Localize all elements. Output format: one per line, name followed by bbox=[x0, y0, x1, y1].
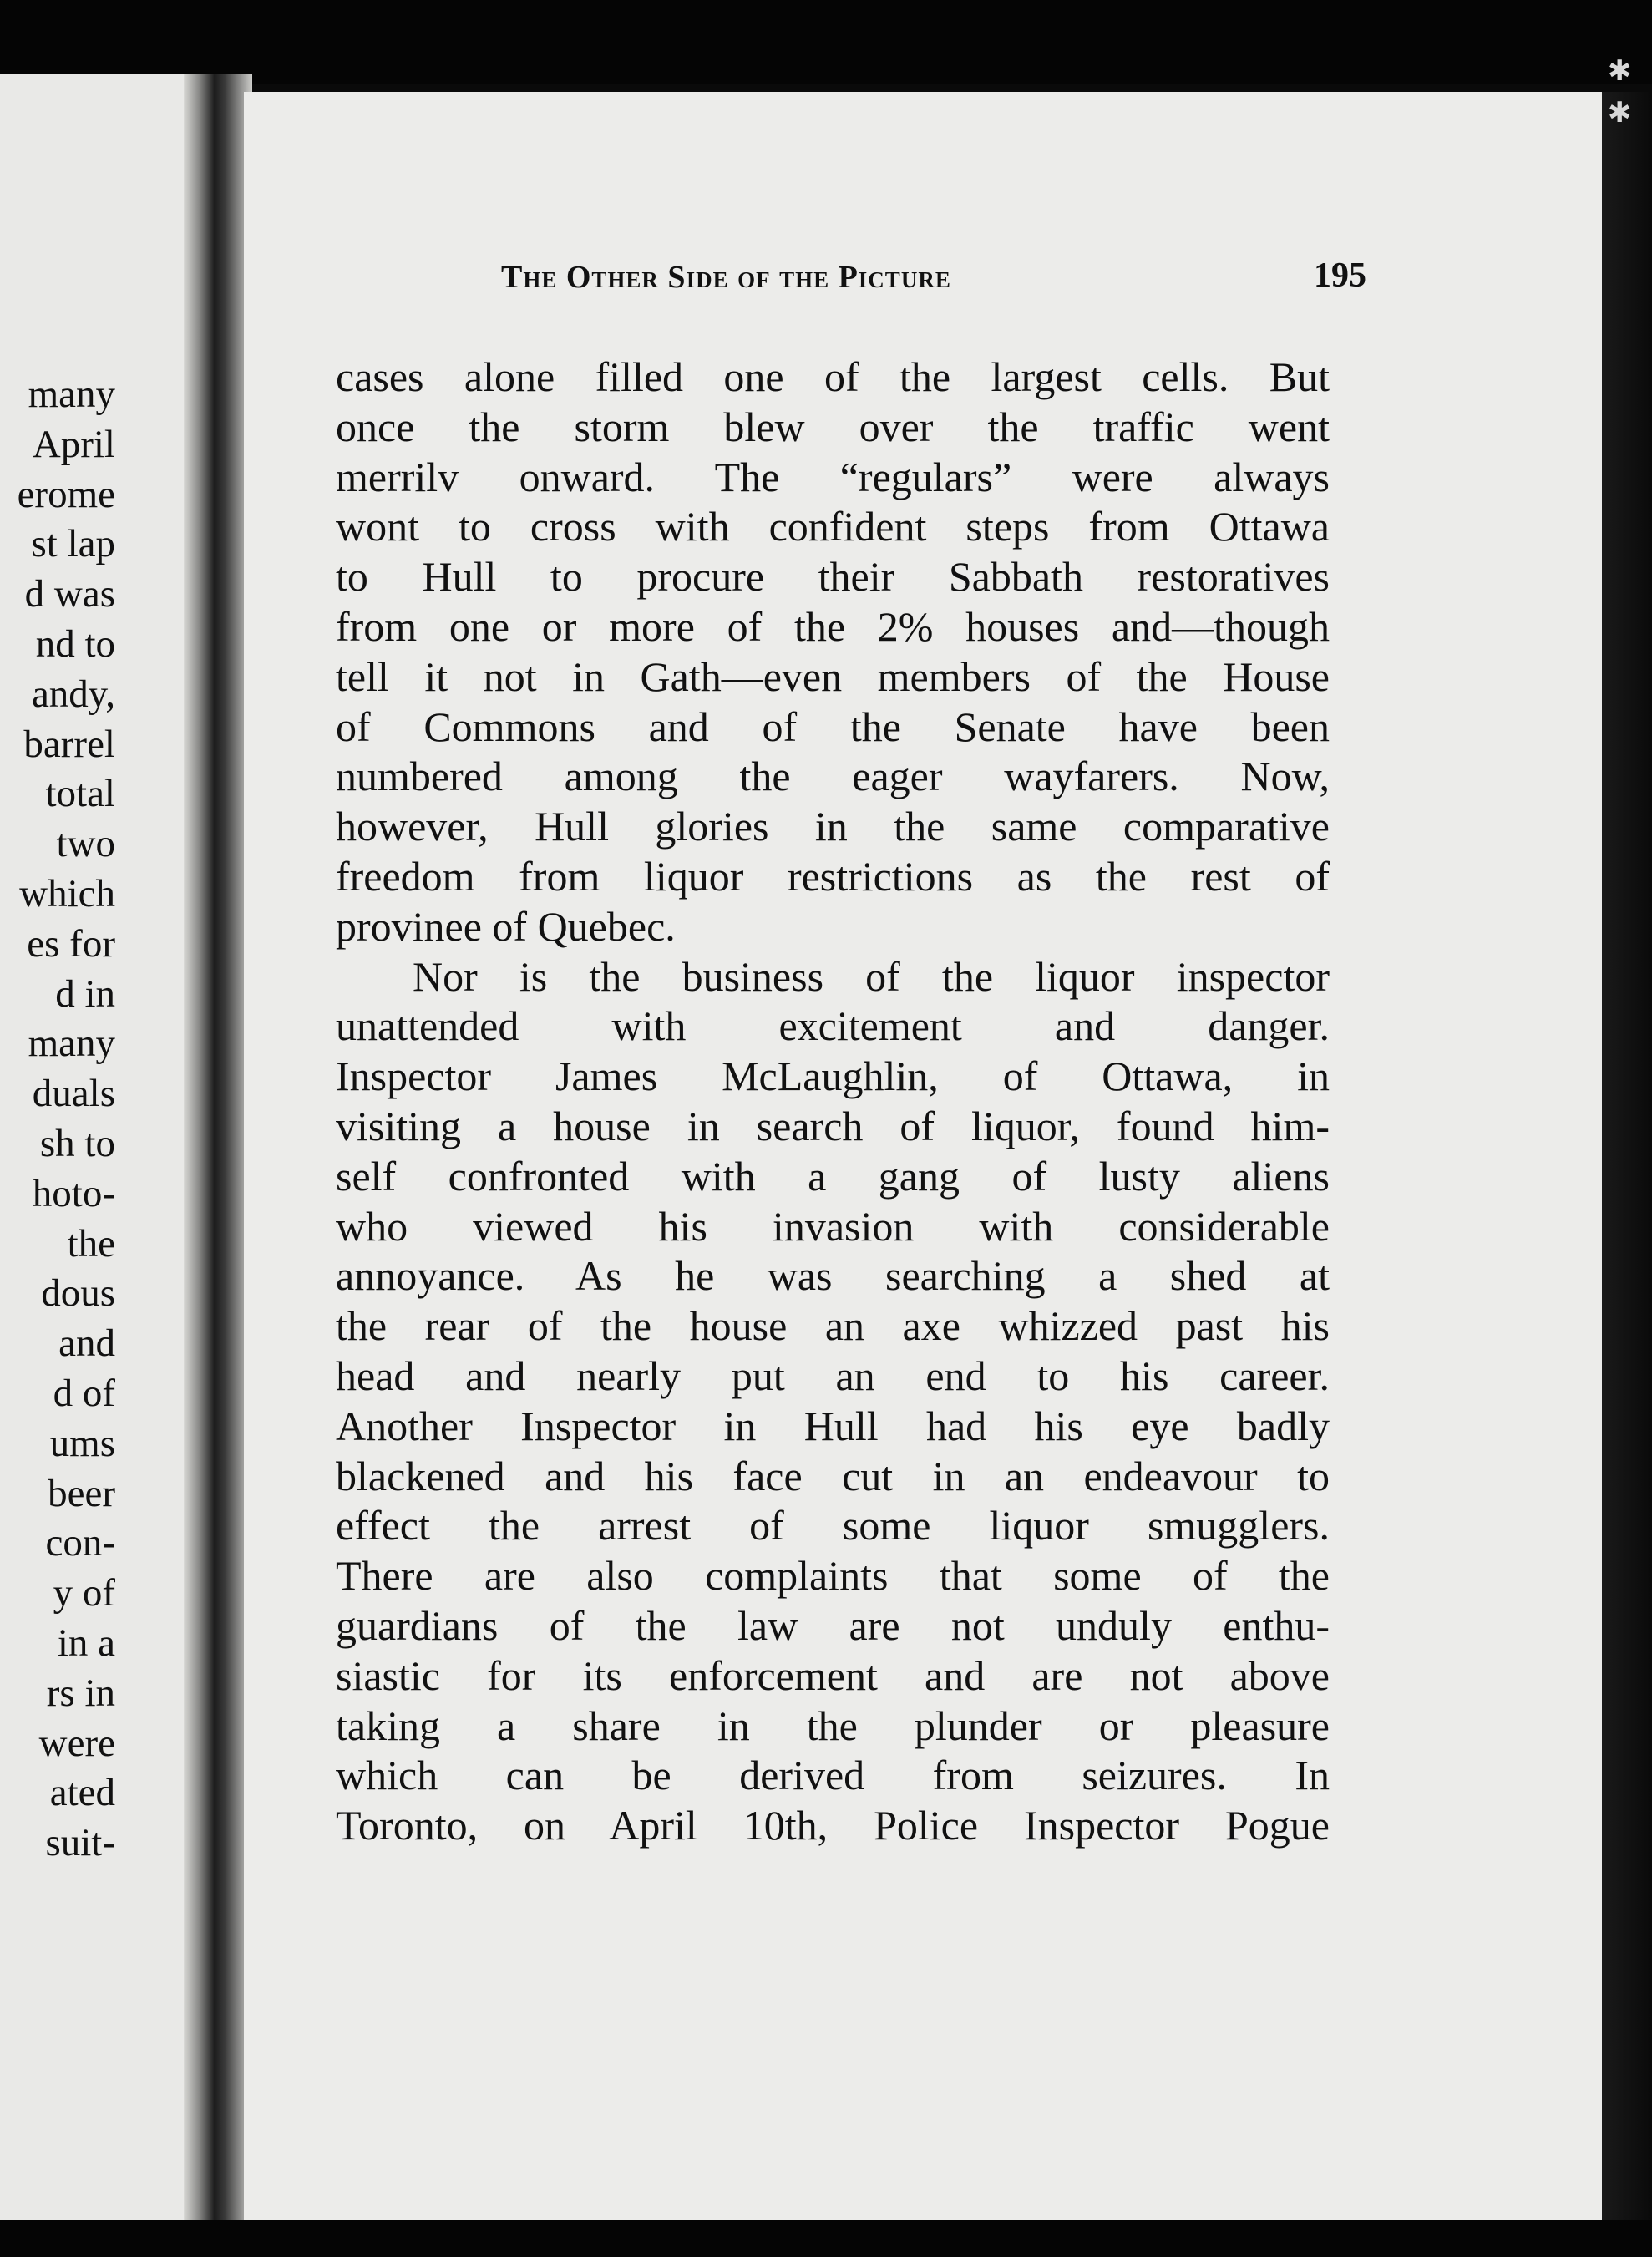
facing-page-line: barrel bbox=[23, 722, 115, 766]
facing-page-line: es for bbox=[27, 921, 115, 966]
page-number: 195 bbox=[1314, 256, 1366, 295]
text-line: to Hull to procure their Sabbath restoratives bbox=[336, 553, 1330, 601]
facing-page-line: in a bbox=[57, 1620, 115, 1665]
text-line: wont to cross with confident steps from Ottawa bbox=[336, 503, 1330, 550]
facing-page-line: rs in bbox=[46, 1671, 115, 1715]
text-line: There are also complaints that some of the bbox=[336, 1552, 1330, 1600]
page-edge-right bbox=[1602, 92, 1652, 2220]
text-line: Nor is the business of the liquor inspector bbox=[413, 952, 1330, 1000]
text-line: siastic for its enforcement and are not above bbox=[336, 1651, 1330, 1699]
scan-artifact-mark: ✱ ✱ bbox=[1608, 54, 1632, 129]
text-line: cases alone filled one of the largest cells. But bbox=[336, 353, 1330, 400]
facing-page-line: nd to bbox=[35, 621, 115, 666]
text-line: annoyance. As he was searching a shed at bbox=[336, 1252, 1330, 1300]
text-line: once the storm blew over the traffic went bbox=[336, 403, 1330, 450]
facing-page-line: hoto- bbox=[32, 1171, 115, 1215]
facing-page-line: st lap bbox=[31, 522, 115, 566]
text-line: Inspector James McLaughlin, of Ottawa, in bbox=[336, 1052, 1330, 1100]
facing-page-line: ums bbox=[49, 1421, 115, 1465]
facing-page-line: ated bbox=[49, 1771, 115, 1815]
text-line: tell it not in Gath—even members of the House bbox=[336, 652, 1330, 700]
scan-bottom-border bbox=[0, 2220, 1652, 2257]
text-line: guardians of the law are not unduly enthu- bbox=[336, 1601, 1330, 1649]
facing-page-line: sh to bbox=[39, 1121, 115, 1165]
text-line: visiting a house in search of liquor, found him- bbox=[336, 1102, 1330, 1149]
facing-page-line: many bbox=[28, 373, 115, 416]
facing-page-line: two bbox=[56, 822, 115, 866]
text-line: provinee of Quebec. bbox=[336, 902, 676, 950]
facing-page-line: erome bbox=[17, 472, 115, 516]
page-body-text bbox=[336, 352, 1330, 1851]
text-line: head and nearly put an end to his career. bbox=[336, 1352, 1330, 1399]
running-head: The Other Side of the Picture bbox=[501, 260, 951, 295]
facing-page-line: suit- bbox=[45, 1821, 115, 1865]
text-line: however, Hull glories in the same comparative bbox=[336, 803, 1330, 850]
text-line: who viewed his invasion with considerable bbox=[336, 1202, 1330, 1250]
text-line: effect the arrest of some liquor smugglers. bbox=[336, 1502, 1330, 1549]
facing-page-line: y of bbox=[53, 1571, 115, 1615]
facing-page-line: duals bbox=[32, 1072, 115, 1116]
text-line: from one or more of the 2% houses and—though bbox=[336, 602, 1330, 650]
text-line: Another Inspector in Hull had his eye badly bbox=[336, 1402, 1330, 1449]
text-line: numbered among the eager wayfarers. Now, bbox=[336, 753, 1330, 800]
text-line: Toronto, on April 10th, Police Inspector Pogue bbox=[336, 1802, 1330, 1849]
text-line: unattended with excitement and danger. bbox=[336, 1002, 1330, 1050]
text-line: taking a share in the plunder or pleasure bbox=[336, 1702, 1330, 1749]
facing-page-line: beer bbox=[48, 1471, 115, 1515]
facing-page-line: were bbox=[38, 1721, 115, 1765]
facing-page-line: dous bbox=[41, 1271, 115, 1316]
facing-page-text bbox=[0, 370, 115, 1869]
facing-page-line: andy, bbox=[31, 672, 115, 716]
facing-page-line: April bbox=[32, 422, 115, 466]
facing-page-line: and bbox=[58, 1321, 115, 1366]
facing-page-line: d was bbox=[24, 572, 115, 616]
facing-page-line: the bbox=[67, 1221, 115, 1265]
facing-page-line: many bbox=[28, 1022, 115, 1066]
text-line: freedom from liquor restrictions as the rest of bbox=[336, 852, 1330, 900]
text-line: self confronted with a gang of lusty aliens bbox=[336, 1152, 1330, 1200]
facing-page-line: d of bbox=[53, 1371, 115, 1415]
text-line: the rear of the house an axe whizzed past his bbox=[336, 1302, 1330, 1350]
scan-top-border bbox=[0, 0, 1652, 84]
text-line: which can be derived from seizures. In bbox=[336, 1752, 1330, 1799]
facing-page-left bbox=[0, 74, 199, 2225]
text-line: merrilv onward. The “regulars” were always bbox=[336, 453, 1330, 500]
text-line: of Commons and of the Senate have been bbox=[336, 702, 1330, 750]
facing-page-line: con- bbox=[45, 1521, 115, 1565]
facing-page-line: total bbox=[45, 772, 115, 816]
facing-page-line: d in bbox=[55, 971, 115, 1016]
text-line: blackened and his face cut in an endeavour to bbox=[336, 1452, 1330, 1499]
book-gutter bbox=[184, 74, 252, 2225]
facing-page-line: which bbox=[19, 871, 115, 915]
